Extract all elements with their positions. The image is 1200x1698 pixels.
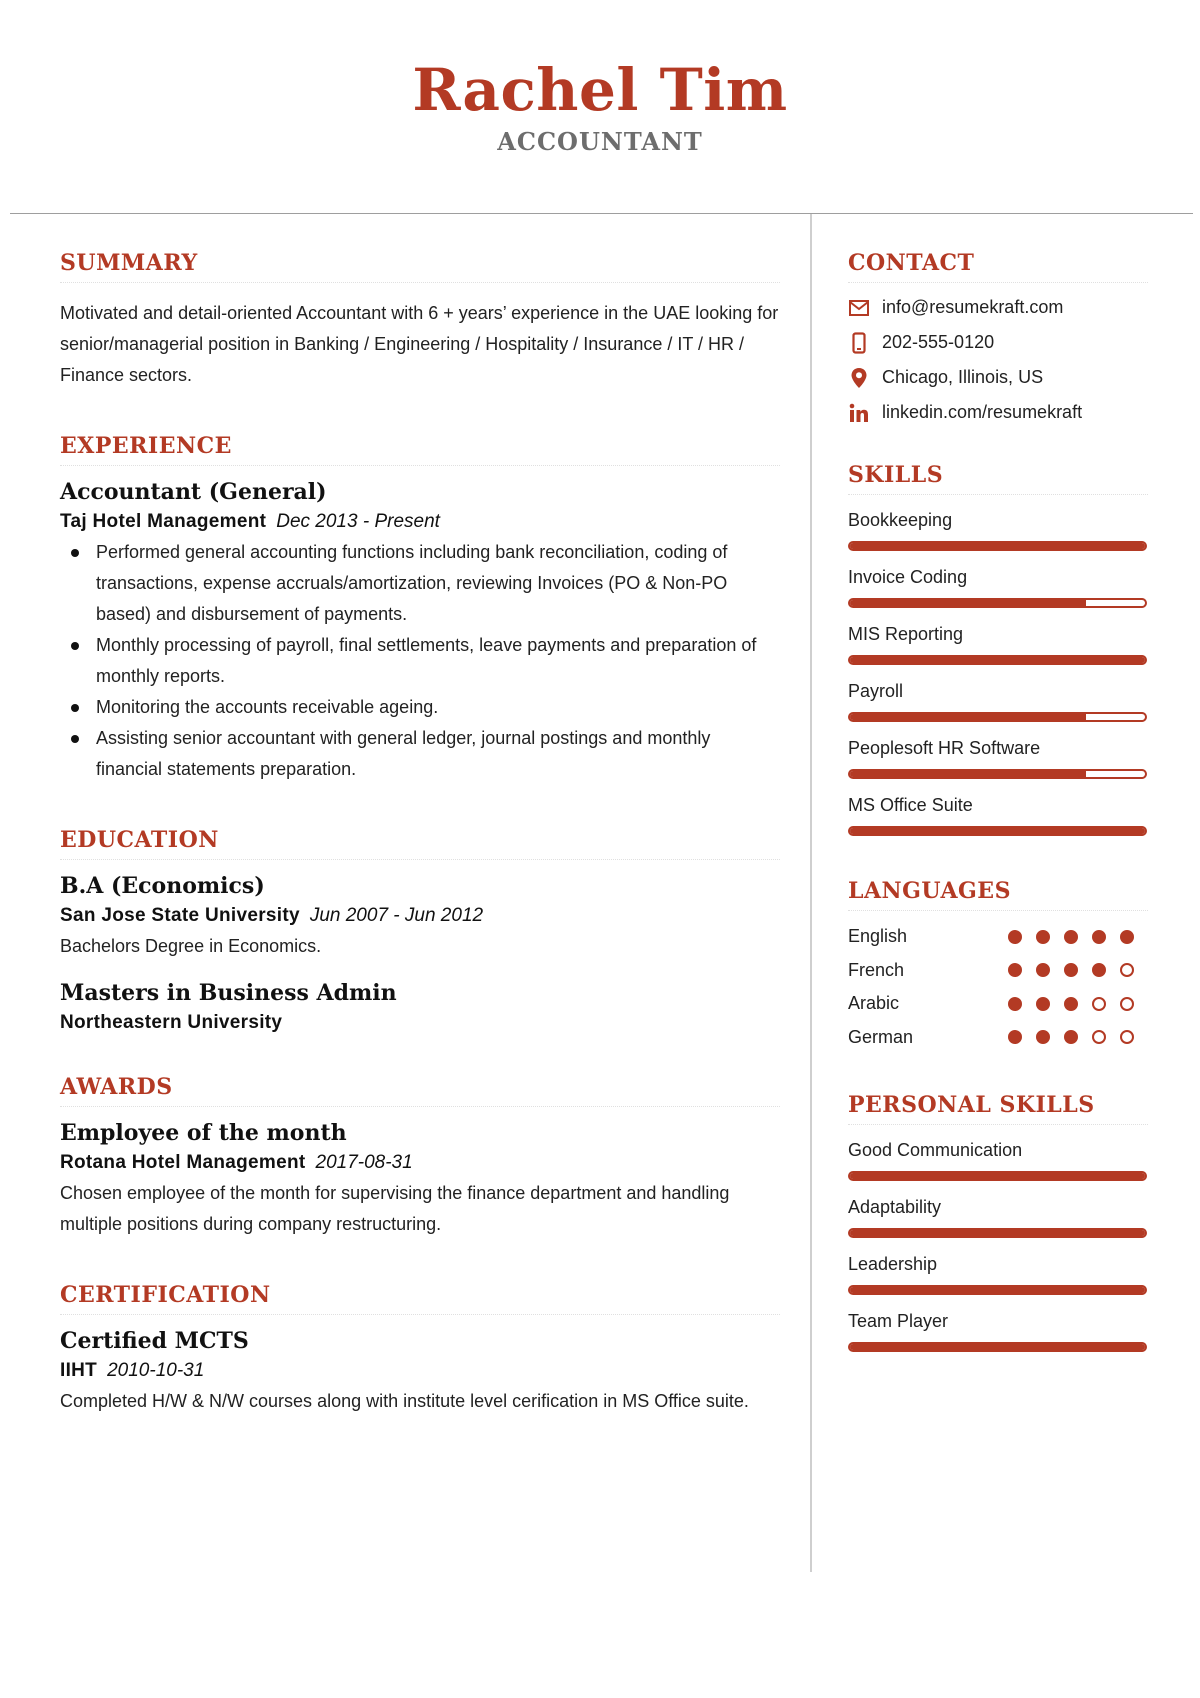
phone-icon — [848, 332, 870, 354]
language-item — [848, 1021, 1148, 1055]
map-pin-icon — [848, 367, 870, 389]
skill-name: MIS Reporting — [848, 624, 964, 644]
contact-location — [848, 360, 1148, 395]
experience-section — [60, 431, 780, 785]
languages-section — [848, 876, 1148, 1054]
rating-dot-filled — [1092, 930, 1106, 944]
skill-bar — [848, 655, 1147, 665]
skills-heading: SKILLS — [848, 462, 944, 488]
resume-header — [0, 0, 1200, 214]
skill-item — [848, 565, 1148, 608]
personal-skill-name: Team Player — [848, 1311, 949, 1331]
personal-skills-section — [848, 1090, 1148, 1352]
language-item — [848, 987, 1148, 1021]
contact-email-text: info@resumekraft.com — [882, 297, 1064, 317]
personal-skill-item — [848, 1195, 1148, 1238]
section-rule — [60, 1314, 780, 1316]
contact-linkedin-text: linkedin.com/resumekraft — [882, 402, 1083, 422]
skill-bar-fill — [850, 543, 1145, 549]
skill-bar-fill — [850, 1230, 1145, 1236]
job-bullets — [60, 537, 780, 785]
award-desc: Chosen employee of the month for supervising the finance department and handling multiple positions during company restructuring. — [60, 1183, 730, 1234]
rating-dot-filled — [1008, 930, 1022, 944]
contact-linkedin[interactable] — [848, 395, 1148, 430]
candidate-title: ACCOUNTANT — [497, 127, 703, 156]
personal-skill-name: Good Communication — [848, 1140, 1023, 1160]
personal-skill-item — [848, 1138, 1148, 1181]
skill-bar — [848, 712, 1147, 722]
award-entry — [60, 1118, 780, 1240]
rating-dot-empty — [1120, 997, 1134, 1011]
language-item — [848, 920, 1148, 954]
skill-bar — [848, 598, 1147, 608]
job-date: Dec 2013 - Present — [276, 511, 440, 532]
section-rule — [848, 1124, 1148, 1126]
skill-item — [848, 793, 1148, 836]
degree-meta — [60, 1008, 780, 1038]
skill-bar-fill — [850, 771, 1086, 777]
languages-heading: LANGUAGES — [848, 878, 1011, 904]
skill-bar — [848, 1228, 1147, 1238]
personal-skill-name: Adaptability — [848, 1197, 942, 1217]
education-section — [60, 825, 780, 1038]
degree-title: B.A (Economics) — [60, 873, 265, 899]
skill-bar-fill — [850, 714, 1086, 720]
education-entry — [60, 871, 780, 962]
summary-text: Motivated and detail-oriented Accountant with 6 + years’ experience in the UAE looking for senior/managerial position in Banking / Engineering / Hospitality / Insurance / IT / HR / Finance sectors. — [60, 303, 779, 385]
rating-dot-filled — [1036, 963, 1050, 977]
skill-bar — [848, 541, 1147, 551]
job-company: Taj Hotel Management — [60, 511, 267, 532]
skill-bar — [848, 1285, 1147, 1295]
award-date: 2017-08-31 — [315, 1152, 413, 1173]
summary-section — [60, 248, 780, 391]
degree-meta — [60, 901, 780, 931]
skills-section — [848, 460, 1148, 836]
rating-dot-filled — [1008, 997, 1022, 1011]
language-name: French — [848, 959, 905, 980]
section-rule — [60, 859, 780, 861]
cert-desc: Completed H/W & N/W courses along with institute level cerification in MS Office suite. — [60, 1391, 749, 1411]
certification-section — [60, 1280, 780, 1417]
award-org: Rotana Hotel Management — [60, 1152, 306, 1173]
skill-bar — [848, 1171, 1147, 1181]
awards-section — [60, 1072, 780, 1240]
section-rule — [60, 1106, 780, 1108]
language-name: English — [848, 926, 908, 947]
rating-dot-filled — [1036, 997, 1050, 1011]
language-rating — [1008, 1030, 1148, 1044]
rating-dot-filled — [1008, 1030, 1022, 1044]
section-rule — [848, 494, 1148, 496]
contact-section — [848, 248, 1148, 430]
rating-dot-filled — [1064, 963, 1078, 977]
section-rule — [848, 910, 1148, 912]
skill-bar-fill — [850, 1287, 1145, 1293]
skill-name: Peoplesoft HR Software — [848, 738, 1041, 758]
rating-dot-filled — [1064, 997, 1078, 1011]
list-item: Assisting senior accountant with general ledger, journal postings and monthly financial statements preparation. — [96, 723, 780, 785]
language-rating — [1008, 963, 1148, 977]
certification-heading: CERTIFICATION — [60, 1282, 271, 1308]
rating-dot-filled — [1064, 930, 1078, 944]
skill-bar-fill — [850, 1173, 1145, 1179]
certification-entry — [60, 1326, 780, 1417]
language-rating — [1008, 930, 1148, 944]
contact-email[interactable] — [848, 290, 1148, 325]
list-item: Performed general accounting functions including bank reconciliation, coding of transactions, expense accruals/amortization, reviewing Invoices (PO & Non-PO based) and disbursement of payments. — [96, 537, 780, 630]
header-divider — [10, 213, 1193, 214]
rating-dot-filled — [1036, 1030, 1050, 1044]
job-title: Accountant (General) — [60, 479, 327, 505]
contact-phone[interactable] — [848, 325, 1148, 360]
rating-dot-empty — [1120, 1030, 1134, 1044]
main-column — [60, 248, 780, 1417]
cert-meta — [60, 1356, 780, 1386]
language-item — [848, 954, 1148, 988]
rating-dot-empty — [1092, 997, 1106, 1011]
skill-name: Payroll — [848, 681, 904, 701]
section-rule — [848, 282, 1148, 284]
award-title: Employee of the month — [60, 1120, 347, 1146]
education-entry — [60, 978, 780, 1038]
education-heading: EDUCATION — [60, 827, 219, 853]
summary-heading: SUMMARY — [60, 250, 198, 276]
experience-heading: EXPERIENCE — [60, 433, 232, 459]
candidate-name: Rachel Tim — [412, 56, 788, 124]
skill-name: MS Office Suite — [848, 795, 973, 815]
list-item: Monitoring the accounts receivable ageing. — [96, 692, 780, 723]
contact-location-text: Chicago, Illinois, US — [882, 367, 1044, 387]
skill-bar — [848, 1342, 1147, 1352]
skill-bar — [848, 769, 1147, 779]
personal-skills-heading: PERSONAL SKILLS — [848, 1092, 1095, 1118]
experience-entry — [60, 477, 780, 785]
skill-name: Invoice Coding — [848, 567, 968, 587]
language-rating — [1008, 997, 1148, 1011]
job-meta — [60, 507, 780, 537]
skill-item — [848, 508, 1148, 551]
school-name: San Jose State University — [60, 905, 300, 926]
skill-item — [848, 736, 1148, 779]
personal-skill-name: Leadership — [848, 1254, 938, 1274]
personal-skill-item — [848, 1252, 1148, 1295]
cert-title: Certified MCTS — [60, 1328, 249, 1354]
skill-bar-fill — [850, 600, 1086, 606]
personal-skill-item — [848, 1309, 1148, 1352]
mail-icon — [848, 297, 870, 319]
contact-phone-text: 202-555-0120 — [882, 332, 995, 352]
skill-name: Bookkeeping — [848, 510, 953, 530]
skill-item — [848, 679, 1148, 722]
list-item: Monthly processing of payroll, final settlements, leave payments and preparation of monthly reports. — [96, 630, 780, 692]
degree-desc: Bachelors Degree in Economics. — [60, 936, 322, 956]
rating-dot-filled — [1064, 1030, 1078, 1044]
rating-dot-filled — [1092, 963, 1106, 977]
language-name: Arabic — [848, 993, 900, 1014]
skill-bar-fill — [850, 828, 1145, 834]
rating-dot-filled — [1120, 930, 1134, 944]
skill-bar — [848, 826, 1147, 836]
rating-dot-empty — [1120, 963, 1134, 977]
sidebar-column — [848, 248, 1148, 1352]
school-name: Northeastern University — [60, 1012, 283, 1033]
skill-bar-fill — [850, 1344, 1145, 1350]
degree-title: Masters in Business Admin — [60, 980, 397, 1006]
award-meta — [60, 1148, 780, 1178]
section-rule — [60, 465, 780, 467]
awards-heading: AWARDS — [60, 1074, 173, 1100]
cert-org: IIHT — [60, 1360, 98, 1381]
skill-item — [848, 622, 1148, 665]
section-rule — [60, 282, 780, 284]
cert-date: 2010-10-31 — [107, 1360, 205, 1381]
skill-bar-fill — [850, 657, 1145, 663]
rating-dot-filled — [1036, 930, 1050, 944]
linkedin-icon — [848, 402, 870, 424]
language-name: German — [848, 1026, 914, 1047]
degree-date: Jun 2007 - Jun 2012 — [309, 905, 484, 926]
rating-dot-empty — [1092, 1030, 1106, 1044]
rating-dot-filled — [1008, 963, 1022, 977]
column-divider — [810, 214, 812, 1572]
contact-heading: CONTACT — [848, 250, 975, 276]
